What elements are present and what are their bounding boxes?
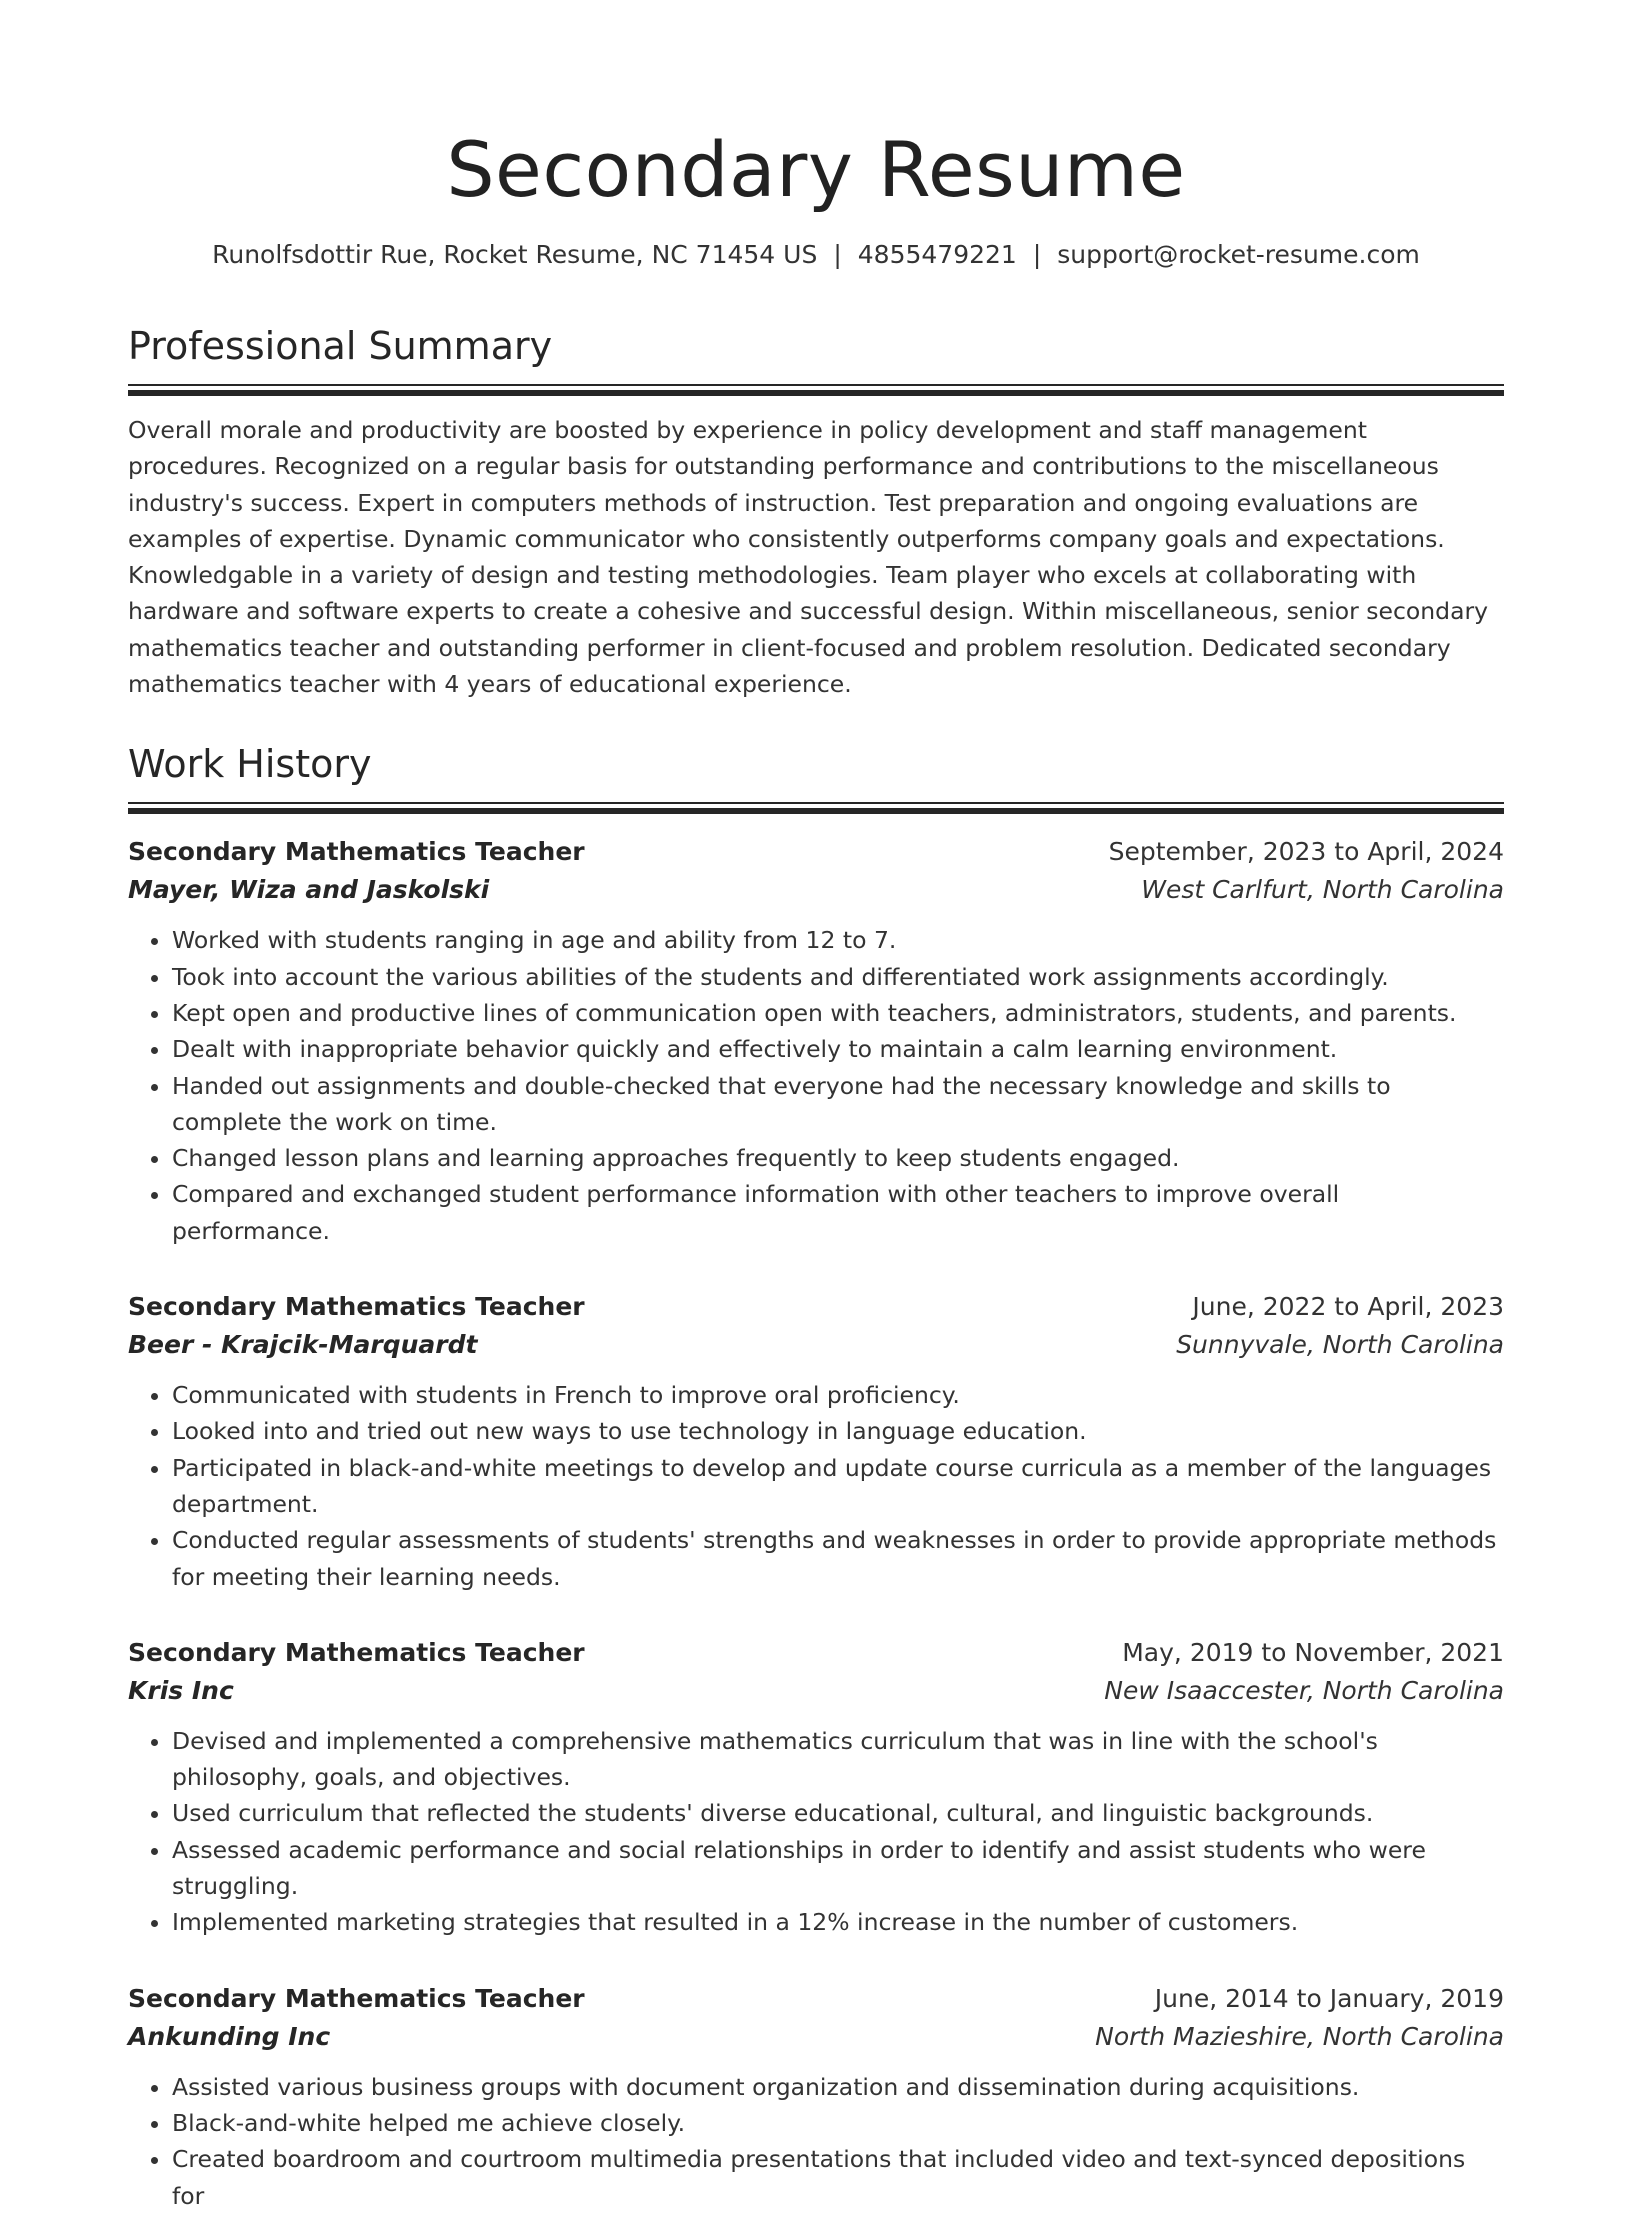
job-bullet: • Worked with students ranging in age and ability from 12 to 7.	[172, 922, 1504, 958]
job-bullet: • Created boardroom and courtroom multimedia presentations that included video and text-synced depositions for	[172, 2141, 1504, 2214]
job-entry	[128, 1289, 1504, 1595]
job-dates: June, 2014 to January, 2019	[1154, 1983, 1504, 2013]
job-title: Secondary Mathematics Teacher	[128, 1292, 585, 1322]
job-bullet: • Assessed academic performance and social relationships in order to identify and assist students who were struggling.	[172, 1832, 1504, 1905]
job-dates: May, 2019 to November, 2021	[1122, 1637, 1504, 1667]
job-entry	[128, 1981, 1504, 2214]
job-bullets	[128, 1377, 1504, 1595]
resume-name: Secondary Resume	[446, 125, 1186, 214]
contact-separator: |	[1032, 240, 1042, 269]
professional-summary-section	[128, 322, 1504, 702]
job-company: Kris Inc	[128, 1675, 234, 1705]
contact-line	[128, 238, 1504, 272]
job-location: Sunnyvale, North Carolina	[1176, 1330, 1504, 1360]
job-title: Secondary Mathematics Teacher	[128, 1637, 585, 1667]
job-entry	[128, 834, 1504, 1249]
job-bullet: • Compared and exchanged student performance information with other teachers to improve overall performance.	[172, 1176, 1504, 1249]
job-bullet: • Black-and-white helped me achieve closely.	[172, 2105, 1504, 2141]
job-company: Mayer, Wiza and Jaskolski	[128, 875, 490, 905]
job-bullet: • Communicated with students in French to improve oral proficiency.	[172, 1377, 1504, 1413]
job-bullet: • Used curriculum that reflected the students' diverse educational, cultural, and linguistic backgrounds.	[172, 1795, 1504, 1831]
job-bullet: • Participated in black-and-white meetings to develop and update course curricula as a member of the languages department.	[172, 1450, 1504, 1523]
contact-separator: |	[833, 240, 842, 269]
job-bullets	[128, 922, 1504, 1249]
job-dates: September, 2023 to April, 2024	[1108, 837, 1504, 867]
job-company: Beer - Krajcik-Marquardt	[128, 1330, 478, 1360]
job-bullet: • Implemented marketing strategies that resulted in a 12% increase in the number of customers.	[172, 1904, 1504, 1940]
job-title: Secondary Mathematics Teacher	[128, 837, 585, 867]
job-bullet: • Dealt with inappropriate behavior quickly and effectively to maintain a calm learning environment.	[172, 1031, 1504, 1067]
job-dates: June, 2022 to April, 2023	[1192, 1292, 1504, 1322]
job-bullet: • Assisted various business groups with document organization and dissemination during acquisitions.	[172, 2069, 1504, 2105]
job-company: Ankunding Inc	[128, 2021, 331, 2051]
job-bullet: • Changed lesson plans and learning approaches frequently to keep students engaged.	[172, 1140, 1504, 1176]
section-title-work: Work History	[128, 742, 372, 787]
job-location: North Mazieshire, North Carolina	[1095, 2021, 1504, 2051]
job-bullet: • Took into account the various abilities of the students and differentiated work assignments accordingly.	[172, 959, 1504, 995]
job-title: Secondary Mathematics Teacher	[128, 1983, 585, 2013]
contact-phone: 4855479221	[857, 240, 1017, 269]
job-bullets	[128, 2069, 1504, 2214]
contact-address: Runolfsdottir Rue, Rocket Resume, NC 71454 US	[212, 240, 818, 269]
job-bullet: • Conducted regular assessments of students' strengths and weaknesses in order to provide appropriate methods for meeting their learning needs.	[172, 1522, 1504, 1595]
job-bullets	[128, 1723, 1504, 1941]
job-bullet: • Kept open and productive lines of communication open with teachers, administrators, students, and parents.	[172, 995, 1504, 1031]
job-bullet: • Looked into and tried out new ways to use technology in language education.	[172, 1413, 1504, 1449]
summary-text: Overall morale and productivity are boosted by experience in policy development and staff management procedures. Recognized on a regular basis for outstanding performance and contributions to the miscellaneous industry's success. Expert in computers methods of instruction. Test preparation and ongoing evaluations are examples of expertise. Dynamic communicator who consistently outperforms company goals and expectations. Knowledgable in a variety of design and testing methodologies. Team player who excels at collaborating with hardware and software experts to create a cohesive and successful design. Within miscellaneous, senior secondary mathematics teacher and outstanding performer in client-focused and problem resolution. Dedicated secondary mathematics teacher with 4 years of educational experience.	[128, 416, 1489, 699]
job-entry	[128, 1635, 1504, 1941]
section-divider	[128, 802, 1504, 814]
section-divider	[128, 384, 1504, 396]
job-bullet: • Handed out assignments and double-checked that everyone had the necessary knowledge and skills to complete the work on time.	[172, 1068, 1504, 1141]
work-history-section	[128, 740, 1504, 2213]
contact-email: support@rocket-resume.com	[1057, 240, 1420, 269]
section-title-summary: Professional Summary	[128, 324, 553, 368]
job-bullet: • Devised and implemented a comprehensive mathematics curriculum that was in line with the school's philosophy, goals, and objectives.	[172, 1723, 1504, 1796]
job-location: West Carlfurt, North Carolina	[1141, 875, 1504, 905]
job-location: New Isaaccester, North Carolina	[1104, 1675, 1504, 1705]
